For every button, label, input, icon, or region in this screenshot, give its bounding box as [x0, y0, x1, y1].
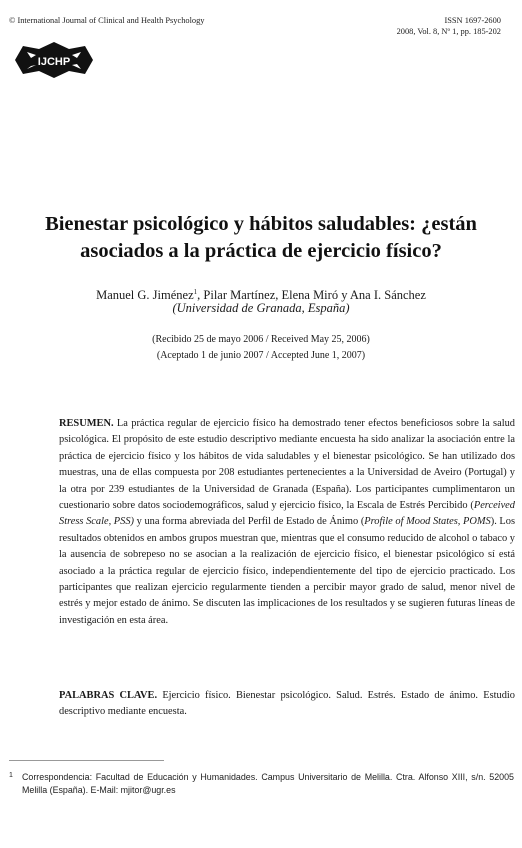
author-first: Manuel G. Jiménez — [96, 288, 194, 303]
abstract-pss: Perceived Stress Scale, PSS) — [59, 500, 515, 528]
title-line-1: Bienestar psicológico y hábitos saludables: ¿están — [45, 213, 477, 235]
logo-text: IJCHP — [37, 56, 71, 68]
keywords — [59, 688, 515, 721]
abstract-poms: Profile of Mood States, POMS — [364, 516, 491, 528]
footnote-mark: 1 — [9, 772, 13, 779]
footnote-divider — [9, 760, 164, 761]
received-date: (Recibido 25 de mayo 2006 / Received May 25, 2006) — [152, 334, 370, 345]
abstract-text-3: ). Los resultados obtenidos en ambos grupos muestran que, mientras que el consumo reducido de alcohol o tabaco y la ausencia de sobrepeso no se asocian a la realización de ejercicio físico, el bienestar psicológico sí está asociado a la práctica regular de ejercicio físico, independientemente del tipo de ejercicio practicado. Los participantes que realizan ejercicio regularmente tienden a percibir mayor grado de salud, menor nivel de estrés y mejor estado de ánimo. Se discuten las implicaciones de los resultados y se sugieren futuras líneas de investigación en esta área. — [59, 516, 516, 626]
journal-logo — [9, 36, 99, 84]
article-title — [0, 211, 522, 265]
title-line-2: asociados a la práctica de ejercicio físico? — [80, 240, 442, 262]
accepted-date: (Aceptado 1 de junio 2007 / Accepted June 1, 2007) — [156, 350, 366, 361]
journal-copyright: © International Journal of Clinical and Health Psychology — [9, 16, 205, 25]
author-footnote-mark: 1 — [193, 288, 198, 296]
abstract — [59, 416, 515, 629]
keywords-text: Ejercicio físico. Bienestar psicológico. Salud. Estrés. Estado de ánimo. Estudio descriptivo mediante encuesta. — [59, 690, 515, 718]
abstract-text-2: y una forma abreviada del Perfil de Estado de Ánimo ( — [134, 516, 365, 528]
volume-pages: 2008, Vol. 8, Nº 1, pp. 185-202 — [396, 27, 501, 36]
author-rest: , Pilar Martínez, Elena Miró y Ana I. Sánchez — [197, 288, 426, 303]
issn: ISSN 1697-2600 — [444, 16, 501, 25]
keywords-label: PALABRAS CLAVE. — [59, 690, 158, 701]
affiliation: (Universidad de Granada, España) — [172, 301, 350, 315]
footnote-text: Correspondencia: Facultad de Educación y Humanidades. Campus Universitario de Melilla. Ctra. Alfonso XIII, s/n. 52005 Melilla (España). E-Mail: mjitor@ugr.es — [22, 772, 514, 795]
journal-citation-block — [397, 15, 501, 37]
abstract-label: RESUMEN. — [59, 418, 114, 429]
footnote — [9, 771, 514, 796]
abstract-text-1: La práctica regular de ejercicio físico ha demostrado tener efectos beneficiosos sobre la salud psicológica. El propósito de este estudio descriptivo mediante encuesta ha sido analizar la asociación entre la práctica de ejercicio físico y los hábitos de vida saludables y el bienestar psicológico. Se han utilizado dos muestras, una de ellas compuesta por 208 estudiantes pertenecientes a la Universidad de Aveiro (Portugal) y la otra por 239 estudiantes de la Universidad de Granada (España). Los participantes cumplimentaron un cuestionario sobre datos sociodemográficos, salud y ejercicio físico, la Escala de Estrés Percibido ( — [59, 418, 515, 512]
ijchp-logo-icon — [9, 36, 99, 84]
